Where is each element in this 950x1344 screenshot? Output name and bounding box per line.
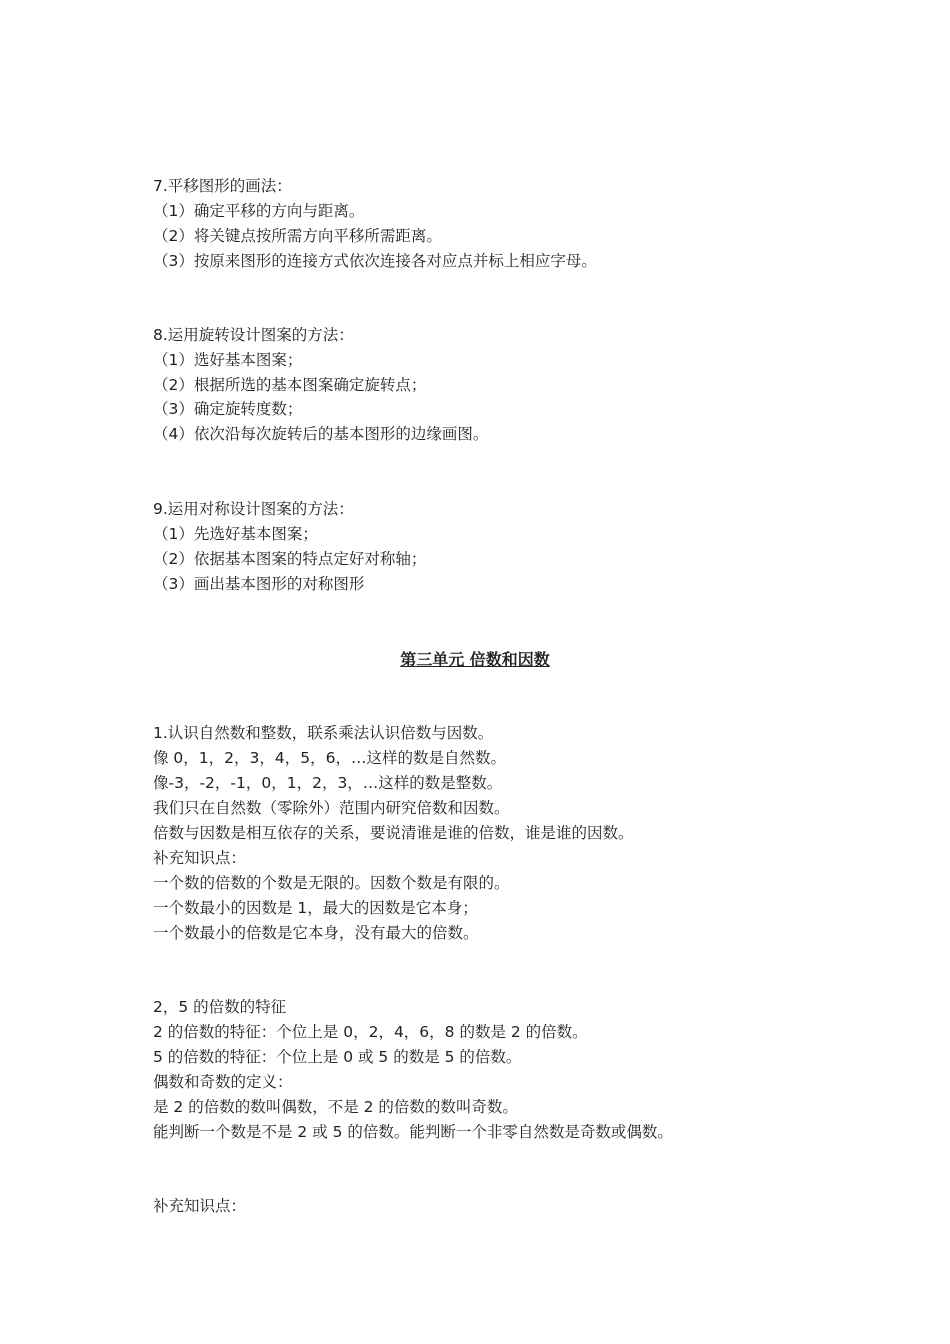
part-1-line: 补充知识点： bbox=[153, 849, 247, 867]
section-8-item: （2）根据所选的基本图案确定旋转点； bbox=[153, 376, 427, 394]
part-3-heading: 补充知识点： bbox=[153, 1197, 247, 1215]
section-9-item: （3）画出基本图形的对称图形 bbox=[153, 575, 365, 593]
part-1-line: 我们只在自然数（零除外）范围内研究倍数和因数。 bbox=[153, 799, 510, 817]
section-9-item: （1）先选好基本图案； bbox=[153, 525, 318, 543]
part-1-line: 一个数最小的因数是 1，最大的因数是它本身； bbox=[153, 899, 478, 917]
part-1-line: 像 0，1，2，3，4，5，6，…这样的数是自然数。 bbox=[153, 749, 506, 767]
section-7-heading: 7.平移图形的画法： bbox=[153, 177, 292, 195]
part-2-line: 2，5 的倍数的特征 bbox=[153, 998, 287, 1016]
section-7-item: （2）将关键点按所需方向平移所需距离。 bbox=[153, 227, 442, 245]
section-9-heading: 9.运用对称设计图案的方法： bbox=[153, 500, 354, 518]
unit-3-title: 第三单元 倍数和因数 bbox=[400, 650, 550, 669]
section-8-item: （3）确定旋转度数； bbox=[153, 400, 303, 418]
part-2-line: 偶数和奇数的定义： bbox=[153, 1073, 293, 1091]
section-9-item: （2）依据基本图案的特点定好对称轴； bbox=[153, 550, 427, 568]
part-2-line: 是 2 的倍数的数叫偶数，不是 2 的倍数的数叫奇数。 bbox=[153, 1098, 518, 1116]
section-8-item: （1）选好基本图案； bbox=[153, 351, 303, 369]
part-2-line: 5 的倍数的特征：个位上是 0 或 5 的数是 5 的倍数。 bbox=[153, 1048, 522, 1066]
section-7-item: （1）确定平移的方向与距离。 bbox=[153, 202, 365, 220]
part-2-line: 2 的倍数的特征：个位上是 0，2，4，6，8 的数是 2 的倍数。 bbox=[153, 1023, 588, 1041]
part-1-line: 一个数最小的倍数是它本身，没有最大的倍数。 bbox=[153, 924, 479, 942]
part-2-line: 能判断一个数是不是 2 或 5 的倍数。能判断一个非零自然数是奇数或偶数。 bbox=[153, 1123, 673, 1141]
section-8-item: （4）依次沿每次旋转后的基本图形的边缘画图。 bbox=[153, 425, 489, 443]
part-1-line: 倍数与因数是相互依存的关系，要说清谁是谁的倍数，谁是谁的因数。 bbox=[153, 824, 634, 842]
part-1-line: 1.认识自然数和整数，联系乘法认识倍数与因数。 bbox=[153, 724, 494, 742]
part-1-line: 像-3，-2，-1，0，1，2，3，…这样的数是整数。 bbox=[153, 774, 503, 792]
section-8-heading: 8.运用旋转设计图案的方法： bbox=[153, 326, 354, 344]
section-7-item: （3）按原来图形的连接方式依次连接各对应点并标上相应字母。 bbox=[153, 252, 597, 270]
part-1-line: 一个数的倍数的个数是无限的。因数个数是有限的。 bbox=[153, 874, 510, 892]
